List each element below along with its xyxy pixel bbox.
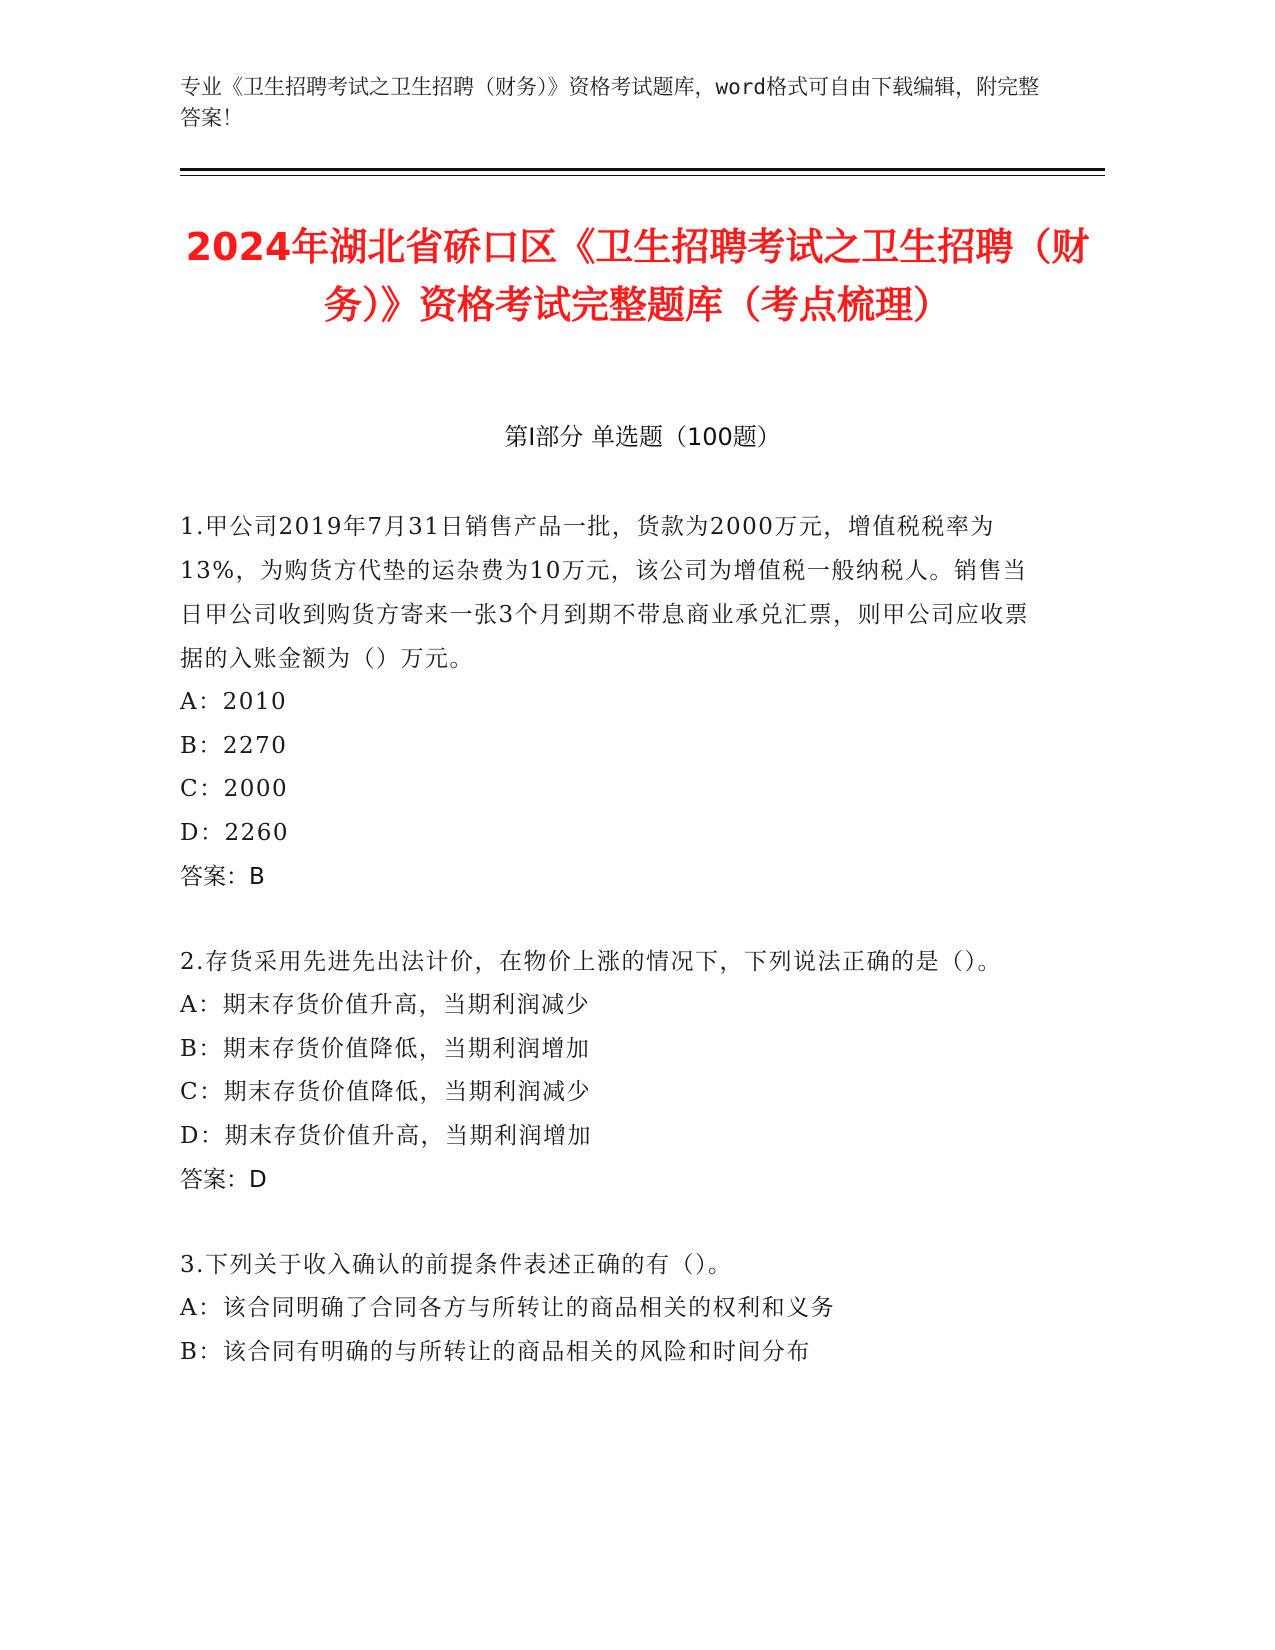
option-letter: B： <box>180 1338 223 1365</box>
question-stem: 2.存货采用先进先出法计价，在物价上涨的情况下，下列说法正确的是（）。 <box>180 949 1002 975</box>
option-text: 2260 <box>224 819 289 846</box>
option-text: 2270 <box>222 732 288 759</box>
option-letter: A： <box>180 992 223 1018</box>
option-d <box>180 812 1040 856</box>
question-stem: 1.甲公司2019年7月31日销售产品一批，货款为2000万元，增值税税率为13%，为购货方代垫的运杂费为10万元，该公司为增值税一般纳税人。销售当日甲公司收到购货方寄来一张3个月到期不带息商业承兑汇票，则甲公司应收票据的入账金额为（）万元。 <box>180 514 1030 672</box>
option-letter: A： <box>180 689 223 715</box>
option-text: 该合同明确了合同各方与所转让的商品相关的权利和义务 <box>222 1295 836 1321</box>
option-letter: C： <box>180 776 224 802</box>
answer-line: 答案：D <box>180 1167 267 1193</box>
question-list <box>180 505 1040 1415</box>
question-1 <box>180 505 1040 899</box>
option-letter: B： <box>180 732 223 759</box>
option-a <box>180 681 1040 725</box>
header-note: 专业《卫生招聘考试之卫生招聘（财务）》资格考试题库，word格式可自由下载编辑，附完整答案！ <box>180 75 1040 130</box>
document-title: 2024年湖北省硚口区《卫生招聘考试之卫生招聘（财务）》资格考试完整题库（考点梳理） <box>185 225 1090 327</box>
answer-line: 答案：B <box>180 864 265 890</box>
header-divider-thick <box>180 168 1105 171</box>
option-text: 2010 <box>222 689 288 715</box>
option-c <box>180 1071 1040 1115</box>
option-c <box>180 768 1040 812</box>
option-letter: B： <box>180 1035 223 1062</box>
option-d <box>180 1115 1040 1159</box>
option-letter: A： <box>180 1295 223 1321</box>
section-title: 第Ⅰ部分 单选题（100题） <box>504 423 781 451</box>
option-letter: D： <box>180 1122 225 1149</box>
option-letter: D： <box>180 819 225 846</box>
option-text: 期末存货价值升高，当期利润增加 <box>224 1122 592 1149</box>
option-a <box>180 984 1040 1028</box>
option-b <box>180 725 1040 769</box>
header-divider-thin <box>180 175 1105 176</box>
option-a <box>180 1287 1040 1331</box>
option-letter: C： <box>180 1079 224 1105</box>
option-b <box>180 1331 1040 1375</box>
question-stem: 3.下列关于收入确认的前提条件表述正确的有（）。 <box>180 1252 733 1278</box>
option-b <box>180 1028 1040 1072</box>
option-text: 期末存货价值降低，当期利润增加 <box>222 1035 591 1062</box>
option-text: 期末存货价值降低，当期利润减少 <box>223 1079 592 1105</box>
option-text: 该合同有明确的与所转让的商品相关的风险和时间分布 <box>222 1338 811 1365</box>
option-text: 2000 <box>223 776 289 802</box>
option-text: 期末存货价值升高，当期利润减少 <box>222 992 591 1018</box>
question-2 <box>180 940 1040 1202</box>
question-3 <box>180 1243 1040 1374</box>
